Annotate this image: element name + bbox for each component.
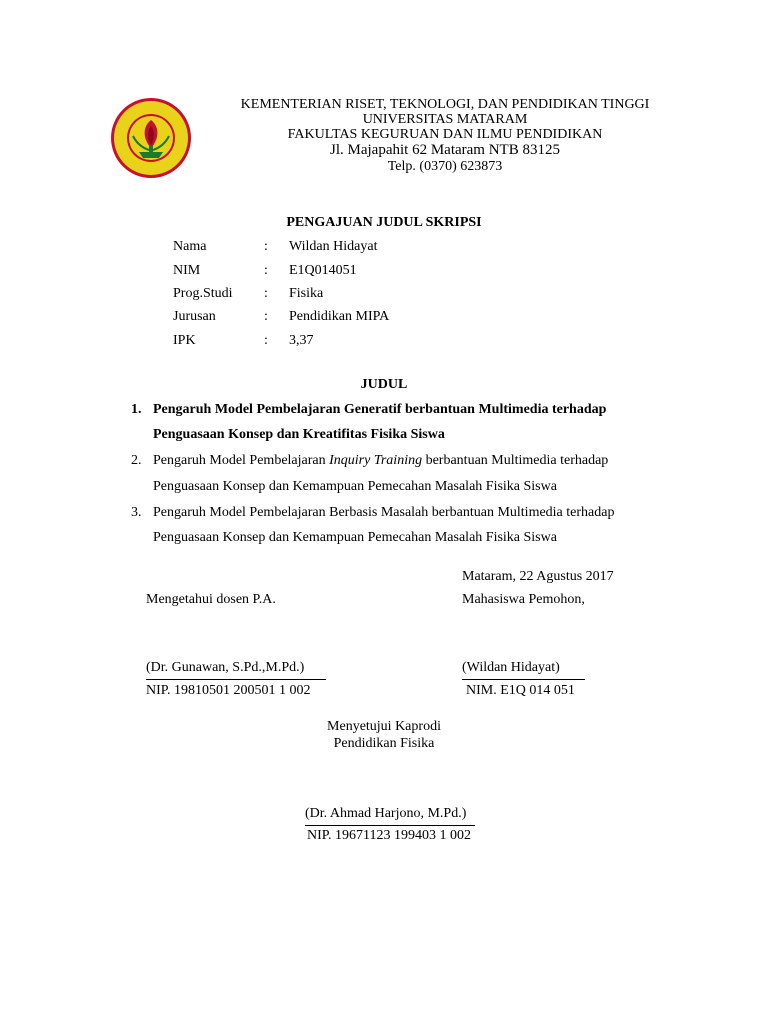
student-jurusan-colon: : xyxy=(264,309,268,324)
student-name-label: Nama xyxy=(173,239,207,254)
title-1-line1: Pengaruh Model Pembelajaran Generatif berbantuan Multimedia terhadap xyxy=(153,402,607,417)
date-place: Mataram, 22 Agustus 2017 xyxy=(462,569,614,584)
student-ipk-colon: : xyxy=(264,333,268,348)
left-signer-role: Mengetahui dosen P.A. xyxy=(146,592,276,607)
university-logo xyxy=(109,96,193,180)
student-nim-label: NIM xyxy=(173,263,201,278)
left-signature-line xyxy=(146,679,326,680)
approval-line-2: Pendidikan Fisika xyxy=(333,736,435,751)
title-2-line1 xyxy=(153,453,608,469)
address: Jl. Majapahit 62 Mataram NTB 83125 xyxy=(330,142,560,158)
university-name: UNIVERSITAS MATARAM xyxy=(362,112,528,127)
student-nim-value: E1Q014051 xyxy=(289,263,357,278)
faculty-name: FAKULTAS KEGURUAN DAN ILMU PENDIDIKAN xyxy=(287,127,603,142)
title-1-number: 1. xyxy=(131,402,142,417)
right-signer-nim: NIM. E1Q 014 051 xyxy=(466,683,575,698)
right-signature-line xyxy=(462,679,585,680)
document-title: PENGAJUAN JUDUL SKRIPSI xyxy=(286,215,482,230)
title-3-line1: Pengaruh Model Pembelajaran Berbasis Masalah berbantuan Multimedia terhadap xyxy=(153,505,615,520)
student-jurusan-label: Jurusan xyxy=(173,309,216,324)
title-2-line2: Penguasaan Konsep dan Kemampuan Pemecahan Masalah Fisika Siswa xyxy=(153,479,557,494)
left-signer-nip: NIP. 19810501 200501 1 002 xyxy=(146,683,311,698)
title-2-line1-post: berbantuan Multimedia terhadap xyxy=(422,453,609,468)
title-1-line2: Penguasaan Konsep dan Kreatifitas Fisika Siswa xyxy=(153,427,445,442)
approver-signature-line xyxy=(305,825,475,826)
ministry-name: KEMENTERIAN RISET, TEKNOLOGI, DAN PENDIDIKAN TINGGI xyxy=(240,97,650,112)
student-nim-colon: : xyxy=(264,263,268,278)
student-jurusan-value: Pendidikan MIPA xyxy=(289,309,390,324)
right-signer-role: Mahasiswa Pemohon, xyxy=(462,592,585,607)
title-2-line1-italic: Inquiry Training xyxy=(329,453,423,468)
left-signer-name: (Dr. Gunawan, S.Pd.,M.Pd.) xyxy=(146,660,305,675)
approver-nip: NIP. 19671123 199403 1 002 xyxy=(307,828,471,843)
title-3-line2: Penguasaan Konsep dan Kemampuan Pemecahan Masalah Fisika Siswa xyxy=(153,530,557,545)
title-3-number: 3. xyxy=(131,505,142,520)
right-signer-name: (Wildan Hidayat) xyxy=(462,660,560,675)
student-ipk-value: 3,37 xyxy=(289,333,314,348)
student-name-value: Wildan Hidayat xyxy=(289,239,378,254)
judul-heading: JUDUL xyxy=(360,377,408,392)
student-prodi-label: Prog.Studi xyxy=(173,286,233,301)
phone: Telp. (0370) 623873 xyxy=(387,159,503,174)
student-name-colon: : xyxy=(264,239,268,254)
student-prodi-value: Fisika xyxy=(289,286,324,301)
title-2-line1-pre: Pengaruh Model Pembelajaran xyxy=(153,453,330,468)
student-prodi-colon: : xyxy=(264,286,268,301)
title-2-number: 2. xyxy=(131,453,142,468)
student-ipk-label: IPK xyxy=(173,333,196,348)
approver-name: (Dr. Ahmad Harjono, M.Pd.) xyxy=(305,806,467,821)
approval-line-1: Menyetujui Kaprodi xyxy=(327,719,441,734)
